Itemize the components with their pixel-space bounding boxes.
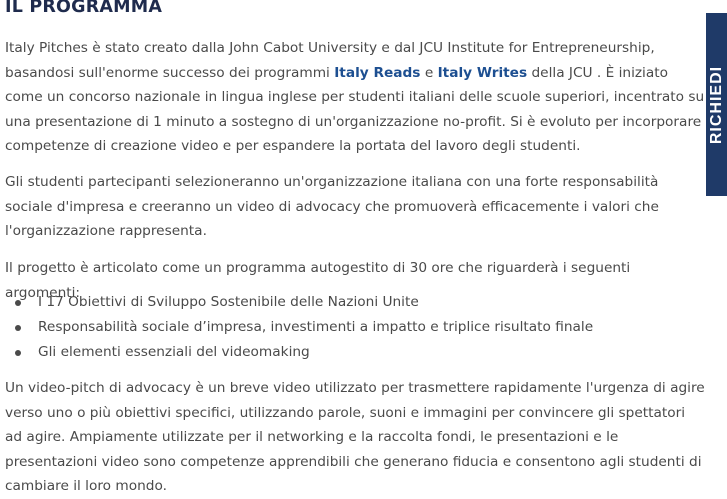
list-item-label: Gli elementi essenziali del videomaking — [38, 344, 310, 360]
list-item-label: Responsabilità sociale d’impresa, investimenti a impatto e triplice risultato finale — [38, 319, 594, 335]
intro-text-2: e — [420, 64, 438, 81]
intro-text-1: Italy Pitches è stato creato dalla John Cabot University e dal JCU Institute for Entrepreneurship, basandosi sull'enorme successo dei programmi — [5, 40, 655, 81]
list-item — [5, 290, 593, 315]
bullet-icon — [15, 300, 21, 306]
list-item-label: I 17 Obiettivi di Sviluppo Sostenibile delle Nazioni Unite — [38, 294, 419, 310]
video-pitch-paragraph: Un video-pitch di advocacy è un breve video utilizzato per trasmettere rapidamente l'urgenza di agire verso uno o più obiettivi specifici, utilizzando parole, suoni e immagini per convincere gli spettatori ad agire. Ampiamente utilizzate per il networking e la raccolta fondi, le presentazioni e le presentazioni video sono competenze apprendibili che generano fiducia e consentono agli studenti di cambiare il loro mondo. — [5, 380, 705, 494]
intro-paragraph — [5, 36, 705, 159]
bullet-icon — [15, 350, 21, 356]
italy-reads-link[interactable]: Italy Reads — [334, 64, 421, 81]
list-item — [5, 340, 593, 365]
page-title: IL PROGRAMMA — [5, 0, 163, 17]
side-tab-label: RICHIEDI — [707, 65, 725, 144]
bullet-icon — [15, 325, 21, 331]
italy-writes-link[interactable]: Italy Writes — [437, 64, 528, 81]
request-side-tab[interactable] — [706, 13, 727, 196]
intro-text-3: della JCU . È iniziato come un concorso nazionale in lingua inglese per studenti italiani delle scuole superiori, incentrato su una presentazione di 1 minuto a sostegno di un'organizzazione no-profit. Si è evoluto per incorporare competenze di creazione video e per espandere la portata del lavoro degli studenti. — [5, 64, 705, 154]
topics-list — [5, 290, 593, 365]
students-paragraph: Gli studenti partecipanti selezioneranno un'organizzazione italiana con una forte responsabilità sociale d'impresa e creeranno un video di advocacy che promuoverà efficacemente i valori che l'organizzazione rappresenta. — [5, 174, 659, 239]
project-paragraph: Il progetto è articolato come un programma autogestito di 30 ore che riguarderà i seguenti argomenti: — [5, 260, 631, 301]
list-item — [5, 315, 593, 340]
